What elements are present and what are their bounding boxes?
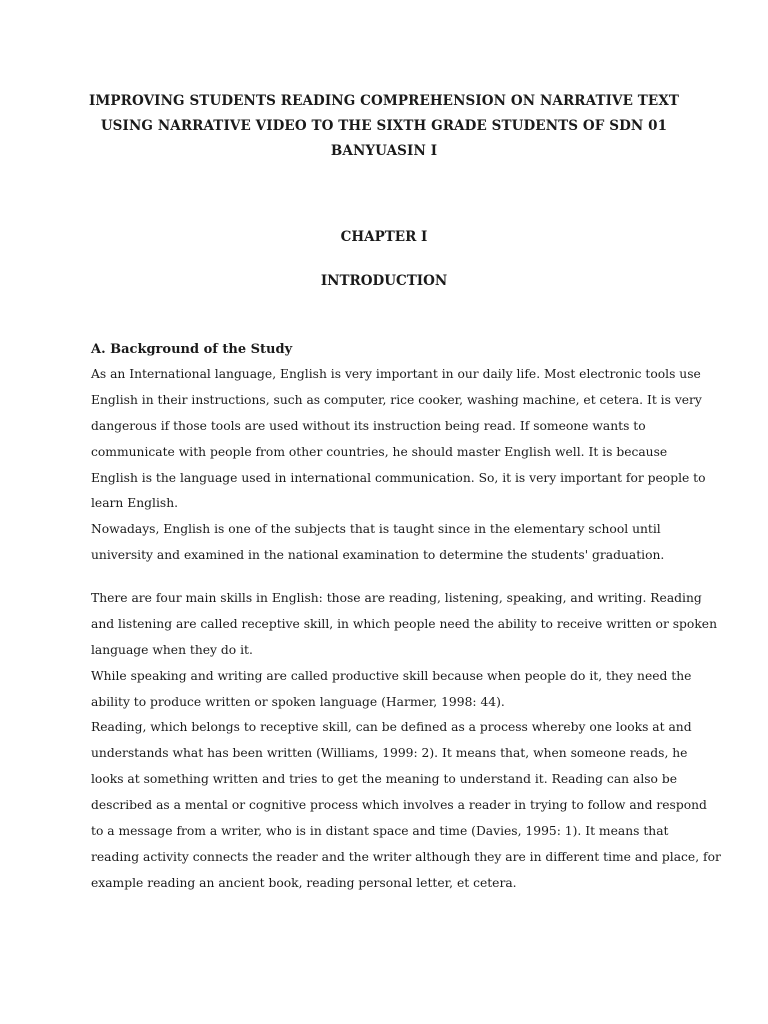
text-line: and listening are called receptive skill, in which people need the ability to receive written or spoken	[91, 616, 717, 631]
text-line: English in their instructions, such as computer, rice cooker, washing machine, et cetera. It is very	[91, 392, 702, 407]
text-line: understands what has been written (Williams, 1999: 2). It means that, when someone reads, he	[91, 746, 688, 761]
document-title	[80, 89, 688, 164]
chapter-title: INTRODUCTION	[320, 273, 448, 289]
chapter-number: CHAPTER I	[340, 229, 428, 245]
text-line: reading activity connects the reader and the writer although they are in different time and place, for	[91, 849, 721, 864]
text-line: learn English.	[91, 496, 179, 511]
text-line: dangerous if those tools are used without its instruction being read. If someone wants to	[91, 418, 646, 433]
text-line: to a message from a writer, who is in distant space and time (Davies, 1995: 1). It means that	[91, 824, 669, 839]
title-line: IMPROVING STUDENTS READING COMPREHENSION ON NARRATIVE TEXT	[88, 93, 680, 109]
section-heading: A. Background of the Study	[91, 342, 293, 357]
title-line: BANYUASIN I	[330, 143, 438, 159]
text-line: example reading an ancient book, reading personal letter, et cetera.	[91, 875, 517, 890]
text-line: ability to produce written or spoken language (Harmer, 1998: 44).	[91, 694, 505, 709]
text-line: English is the language used in international communication. So, it is very important for people to	[91, 470, 706, 485]
text-line: looks at something written and tries to get the meaning to understand it. Reading can also be	[91, 772, 678, 787]
text-line: There are four main skills in English: those are reading, listening, speaking, and writing. Reading	[91, 591, 702, 605]
text-line: communicate with people from other countries, he should master English well. It is because	[91, 444, 668, 459]
title-line: USING NARRATIVE VIDEO TO THE SIXTH GRADE STUDENTS OF SDN 01	[100, 118, 668, 134]
text-line: As an International language, English is very important in our daily life. Most electronic tools use	[91, 367, 701, 381]
text-line: language when they do it.	[91, 642, 253, 657]
text-line: Reading, which belongs to receptive skill, can be defined as a process whereby one looks at and	[91, 720, 692, 735]
text-line: described as a mental or cognitive process which involves a reader in trying to follow and respond	[91, 798, 707, 813]
text-line: university and examined in the national examination to determine the students' graduation.	[91, 548, 665, 563]
text-line: While speaking and writing are called productive skill because when people do it, they need the	[91, 668, 692, 683]
body-text-block	[91, 362, 706, 569]
body-text-block	[91, 586, 721, 897]
text-line: Nowadays, English is one of the subjects that is taught since in the elementary school until	[91, 522, 661, 537]
